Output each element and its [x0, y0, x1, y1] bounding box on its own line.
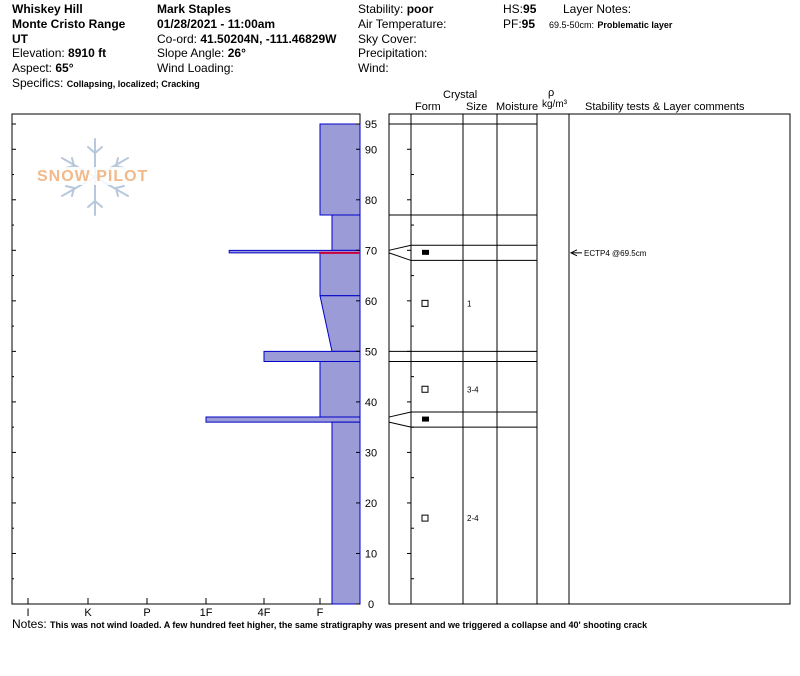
grain-size-4: 2-4 [467, 514, 479, 524]
pf-label: PF: [503, 17, 522, 31]
stability-test-label-0: ECTP4 @69.5cm [584, 248, 647, 258]
notes-label: Notes: [12, 617, 47, 631]
depth-label-6: 60 [364, 295, 378, 308]
aspect-label: Aspect: [12, 61, 53, 75]
hardness-layer-4 [320, 296, 360, 352]
state-name: UT [12, 32, 28, 46]
hardness-tick-label-3: 1F [199, 607, 213, 619]
precip-label: Precipitation: [358, 46, 428, 60]
grain-size-1: 1 [467, 299, 472, 309]
hardness-layer-0 [320, 124, 360, 215]
location-name: Whiskey Hill [12, 2, 83, 16]
density-unit-header: kg/m³ [542, 99, 567, 110]
hardness-layer-5 [264, 351, 360, 361]
aspect-value: 65° [55, 61, 74, 75]
elevation-value: 8910 ft [68, 46, 107, 60]
observation-datetime: 01/28/2021 - 11:00am [157, 17, 276, 31]
depth-label-9: 90 [364, 144, 378, 157]
hs-label: HS: [503, 2, 524, 16]
depth-label-10: 95 [364, 119, 378, 131]
sky-cover-label: Sky Cover: [358, 32, 417, 46]
slope-value: 26° [227, 46, 246, 60]
depth-label-2: 20 [364, 497, 378, 510]
hardness-layer-8 [332, 422, 360, 604]
notes-field [12, 617, 647, 632]
elevation-label: Elevation: [12, 46, 65, 60]
grain-form-square-1 [422, 300, 428, 306]
slope-label: Slope Angle: [157, 46, 225, 60]
depth-label-4: 40 [364, 396, 378, 409]
hardness-tick-label-0: I [26, 607, 30, 619]
rho-header: ρ [548, 87, 555, 99]
wind-loading-label: Wind Loading: [157, 61, 234, 75]
hardness-layer-7 [206, 417, 360, 422]
grain-form-filled-3 [422, 417, 429, 422]
depth-label-0: 0 [367, 599, 375, 611]
notes-text: This was not wind loaded. A few hundred feet higher, the same stratigraphy was present and we triggered a collapse and 40' shooting crack [50, 620, 648, 630]
wind-label: Wind: [358, 61, 389, 75]
depth-label-7: 70 [364, 245, 378, 258]
depth-label-1: 10 [364, 548, 378, 561]
hardness-layers [206, 124, 360, 604]
hardness-layer-1 [332, 215, 360, 250]
moisture-header: Moisture [496, 101, 539, 113]
hs-value: 95 [523, 2, 537, 16]
stability-label: Stability: [358, 2, 404, 16]
specifics-value: Collapsing, localized; Cracking [66, 79, 200, 89]
stability-value: poor [406, 2, 434, 16]
coord-label: Co-ord: [157, 32, 198, 46]
hardness-tick-label-1: K [84, 607, 92, 619]
layer-note-range: 69.5-50cm: [549, 20, 595, 30]
form-header: Form [415, 101, 441, 113]
depth-label-3: 30 [364, 447, 378, 460]
grain-form-square-4 [422, 515, 428, 521]
hardness-layer-3 [320, 253, 360, 296]
grain-table [389, 124, 647, 523]
grain-connector-0 [389, 245, 411, 250]
pf-value: 95 [521, 17, 536, 31]
observer-name: Mark Staples [157, 2, 232, 16]
grain-table-frame [389, 114, 790, 604]
hardness-tick-label-4: 4F [257, 607, 271, 619]
crystal-header: Crystal [443, 89, 478, 101]
chart-frames [12, 114, 790, 604]
coord-value: 41.50204N, -111.46829W [200, 32, 337, 46]
range-name: Monte Cristo Range [12, 17, 126, 31]
depth-label-5: 50 [364, 346, 378, 359]
depth-label-8: 80 [364, 194, 378, 207]
layer-notes-label: Layer Notes: [563, 2, 632, 16]
grain-size-2: 3-4 [467, 385, 479, 395]
air-temp-label: Air Temperature: [358, 17, 447, 31]
grain-connector-4 [389, 412, 411, 417]
specifics-label: Specifics: [12, 76, 64, 90]
hardness-layer-6 [320, 361, 360, 417]
size-header: Size [466, 101, 488, 113]
stability-comments-header: Stability tests & Layer comments [585, 101, 745, 113]
layer-note-text: Problematic layer [597, 20, 673, 30]
grain-form-square-2 [422, 386, 428, 392]
logo-text: SNOW PILOT [37, 168, 149, 185]
grain-connector-1 [389, 253, 411, 261]
grain-connector-5 [389, 422, 411, 427]
hardness-tick-label-5: F [316, 607, 324, 619]
grain-form-filled-0 [422, 250, 429, 255]
hardness-tick-label-2: P [143, 607, 151, 619]
